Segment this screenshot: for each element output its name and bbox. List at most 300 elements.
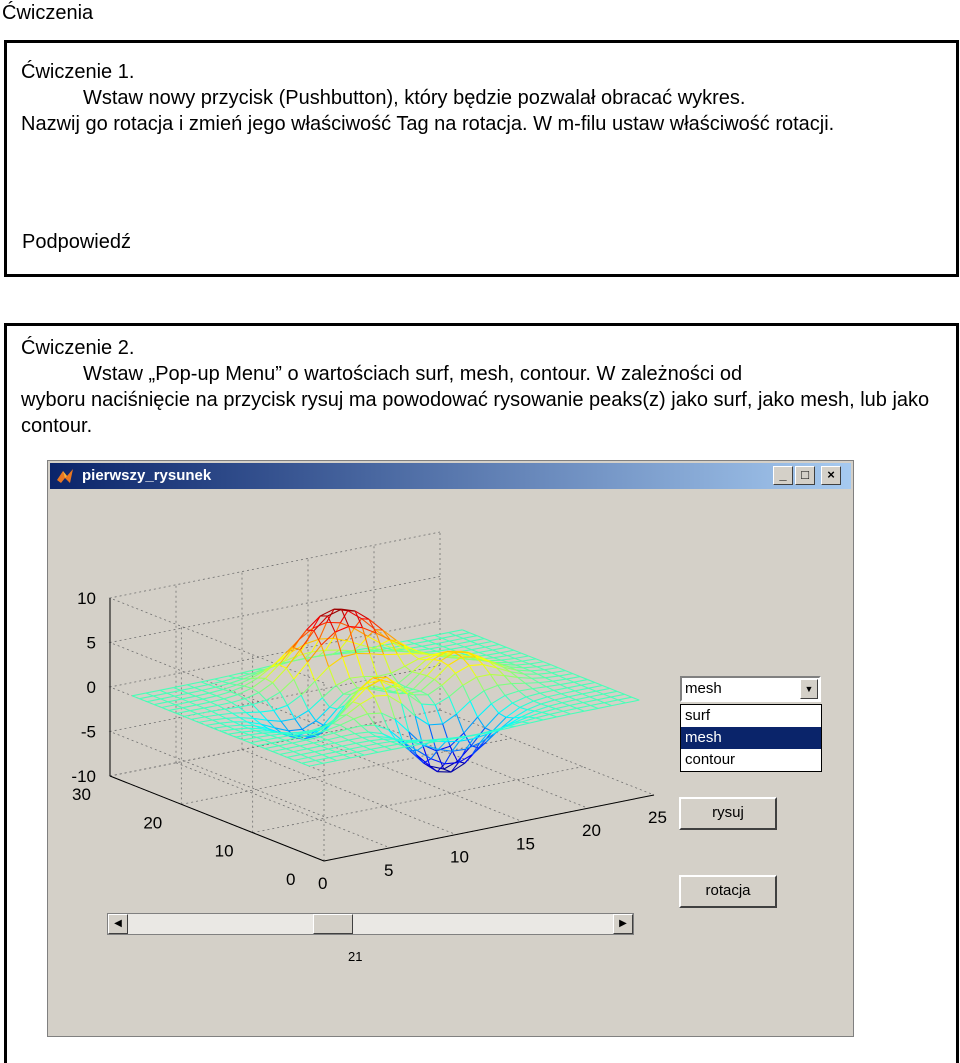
mesh-segment xyxy=(356,653,363,676)
mesh-segment xyxy=(140,699,147,702)
mesh-segment xyxy=(208,685,215,688)
mesh-segment xyxy=(169,710,176,713)
mesh-segment xyxy=(431,759,445,764)
mesh-segment xyxy=(243,737,257,739)
mesh-segment xyxy=(342,657,349,678)
mesh-segment xyxy=(537,665,551,667)
matlab-figure-window xyxy=(47,460,854,1037)
mesh-segment xyxy=(371,749,378,752)
mesh-segment xyxy=(624,694,631,697)
dropdown-arrow-icon[interactable]: ▼ xyxy=(800,679,818,699)
mesh-segment xyxy=(189,702,196,705)
mesh-segment xyxy=(428,695,435,705)
mesh-segment xyxy=(173,688,180,691)
mesh-segment xyxy=(552,671,566,673)
mesh-segment xyxy=(450,647,464,649)
mesh-segment xyxy=(140,696,154,699)
mesh-segment xyxy=(294,679,301,695)
mesh-segment xyxy=(456,635,463,638)
mesh-segment xyxy=(184,716,191,719)
mesh-segment xyxy=(307,746,321,749)
mesh-segment xyxy=(556,706,570,709)
mesh-segment xyxy=(287,695,301,705)
mesh-segment xyxy=(377,744,384,747)
mesh-segment xyxy=(422,704,436,705)
mesh-segment xyxy=(469,666,476,678)
mesh-segment xyxy=(257,737,264,740)
mesh-segment xyxy=(371,747,385,750)
mesh-segment xyxy=(491,695,505,703)
mesh-segment xyxy=(176,711,190,714)
mesh-segment xyxy=(511,684,518,691)
plot-type-options xyxy=(680,704,822,772)
mesh-segment xyxy=(209,693,216,696)
mesh-segment xyxy=(308,758,315,761)
mesh-segment xyxy=(434,665,448,679)
mesh-segment xyxy=(532,678,539,682)
mesh-segment xyxy=(374,696,381,713)
mesh-segment xyxy=(217,696,224,699)
mesh-segment xyxy=(220,723,227,726)
x-tick-label: 5 xyxy=(384,860,394,880)
mesh-segment xyxy=(427,661,441,676)
mesh-segment xyxy=(167,690,181,693)
mesh-segment xyxy=(485,713,499,728)
mesh-segment xyxy=(512,703,519,707)
mesh-segment xyxy=(210,702,217,705)
hint-link[interactable]: Podpowiedź xyxy=(22,231,131,253)
mesh-segment xyxy=(515,656,529,658)
mesh-segment xyxy=(239,705,253,708)
mesh-segment xyxy=(223,685,237,690)
mesh-segment xyxy=(377,742,391,744)
mesh-segment xyxy=(435,633,449,636)
mesh-segment xyxy=(195,688,202,691)
mesh-segment xyxy=(378,750,392,753)
mesh-segment xyxy=(293,752,300,755)
mesh-segment xyxy=(323,761,337,764)
mesh-segment xyxy=(566,679,573,682)
mesh-segment xyxy=(356,743,363,746)
mesh-segment xyxy=(472,650,479,653)
mesh-segment xyxy=(526,693,540,697)
mesh-segment xyxy=(340,719,354,725)
mesh-segment xyxy=(422,704,429,725)
mesh-segment xyxy=(526,697,533,701)
x-tick-label: 15 xyxy=(516,834,535,854)
mesh-segment xyxy=(322,685,336,697)
mesh-segment xyxy=(197,705,204,708)
mesh-segment xyxy=(567,685,581,688)
mesh-segment xyxy=(319,638,333,639)
mesh-segment xyxy=(478,644,485,647)
mesh-segment xyxy=(576,697,590,700)
mesh-segment xyxy=(342,746,349,749)
mesh-segment xyxy=(160,690,167,693)
mesh-segment xyxy=(618,700,625,703)
mesh-segment xyxy=(205,717,212,720)
mesh-segment xyxy=(415,641,429,644)
mesh-segment xyxy=(350,755,364,758)
mesh-segment xyxy=(529,656,536,659)
mesh-segment xyxy=(610,688,617,691)
mesh-segment xyxy=(234,729,241,732)
mesh-segment xyxy=(542,712,549,714)
mesh-segment xyxy=(176,713,183,716)
mesh-segment xyxy=(405,659,419,666)
mesh-segment xyxy=(218,702,232,705)
mesh-segment xyxy=(349,746,363,749)
z-tick-label: 10 xyxy=(77,589,96,608)
mesh-segment xyxy=(336,749,350,752)
exercise-2-text-line1: Wstaw „Pop-up Menu” o wartościach surf, mesh, contour. W zależności od xyxy=(83,363,743,385)
mesh-segment xyxy=(238,695,245,699)
mesh-segment xyxy=(427,676,434,680)
mesh-segment xyxy=(547,697,554,700)
mesh-segment xyxy=(161,696,175,699)
mesh-segment xyxy=(464,717,478,733)
option-mesh[interactable]: mesh xyxy=(681,727,821,749)
mesh-segment xyxy=(204,708,211,711)
mesh-segment xyxy=(553,681,560,684)
mesh-segment xyxy=(231,702,238,707)
mesh-segment xyxy=(617,691,624,694)
mesh-segment xyxy=(514,650,521,653)
mesh-segment xyxy=(505,691,519,695)
mesh-segment xyxy=(250,743,257,746)
mesh-segment xyxy=(484,639,491,642)
mesh-segment xyxy=(341,734,355,737)
mesh-segment xyxy=(428,641,435,644)
mesh-segment xyxy=(421,635,435,638)
mesh-segment xyxy=(132,696,139,699)
mesh-segment xyxy=(329,758,336,761)
maximize-button[interactable]: □ xyxy=(795,466,815,485)
mesh-segment xyxy=(315,752,322,755)
mesh-segment xyxy=(183,708,190,711)
mesh-segment xyxy=(583,700,597,703)
mesh-segment xyxy=(540,690,554,693)
mesh-segment xyxy=(581,685,588,688)
mesh-segment xyxy=(285,740,292,743)
mesh-segment xyxy=(455,673,462,685)
mesh-segment xyxy=(337,758,351,761)
mesh-segment xyxy=(350,677,364,679)
mesh-segment xyxy=(419,659,426,660)
mesh-segment xyxy=(265,749,272,752)
mesh-segment xyxy=(169,708,183,711)
mesh-segment xyxy=(363,746,370,749)
mesh-segment xyxy=(423,651,437,652)
mesh-segment xyxy=(492,642,499,645)
mesh-segment xyxy=(316,707,330,721)
mesh-segment xyxy=(309,711,316,721)
mesh-segment xyxy=(525,683,532,688)
mesh-segment xyxy=(295,719,302,730)
mesh-segment xyxy=(243,740,250,743)
mesh-segment xyxy=(392,747,406,750)
mesh-segment xyxy=(584,708,598,711)
mesh-segment xyxy=(316,760,323,763)
mesh-segment xyxy=(222,678,236,682)
mesh-segment xyxy=(384,747,391,750)
close-button[interactable]: × xyxy=(821,466,841,485)
mesh-segment xyxy=(301,752,315,755)
z-tick-label: -10 xyxy=(71,767,96,786)
mesh-segment xyxy=(333,638,347,640)
mesh-segment xyxy=(435,705,442,724)
mesh-segment xyxy=(335,743,342,746)
mesh-segment xyxy=(173,685,187,688)
mesh-segment xyxy=(288,729,302,730)
mesh-segment xyxy=(202,687,216,690)
mesh-segment xyxy=(314,740,328,743)
mesh-segment xyxy=(259,693,266,701)
mesh-segment xyxy=(435,635,442,638)
mesh-segment xyxy=(478,717,485,728)
mesh-segment xyxy=(280,692,287,705)
mesh-segment xyxy=(211,711,218,714)
mesh-segment xyxy=(549,711,563,714)
mesh-segment xyxy=(146,690,160,693)
mesh-segment xyxy=(449,697,456,714)
minimize-button[interactable]: _ xyxy=(773,466,793,485)
mesh-segment xyxy=(457,644,464,647)
mesh-segment xyxy=(238,688,252,694)
mesh-segment xyxy=(542,709,556,713)
mesh-segment xyxy=(314,743,321,746)
mesh-segment xyxy=(287,757,294,760)
mesh-segment xyxy=(469,665,483,666)
mesh-segment xyxy=(354,714,368,719)
slider-left-arrow-icon[interactable]: ◀ xyxy=(108,914,128,934)
mesh-segment xyxy=(491,704,498,713)
mesh-segment xyxy=(347,726,361,729)
mesh-segment xyxy=(212,720,219,723)
mesh-segment xyxy=(363,744,377,747)
mesh-segment xyxy=(477,636,484,639)
mesh-segment xyxy=(566,677,580,679)
mesh-segment xyxy=(597,697,611,700)
mesh-segment xyxy=(522,659,536,661)
mesh-segment xyxy=(333,724,340,726)
mesh-segment xyxy=(500,650,514,653)
mesh-segment xyxy=(405,666,412,672)
mesh-segment xyxy=(449,685,463,696)
x-tick-label: 0 xyxy=(318,874,328,893)
mesh-segment xyxy=(603,691,617,694)
mesh-segment xyxy=(237,685,244,686)
mesh-segment xyxy=(190,708,204,711)
mesh-segment xyxy=(519,691,526,697)
x-tick-label: 25 xyxy=(648,808,667,827)
mesh-segment xyxy=(557,714,571,717)
mesh-segment xyxy=(292,743,299,746)
mesh-segment xyxy=(581,683,595,686)
mesh-segment xyxy=(536,659,543,662)
mesh-segment xyxy=(274,710,281,721)
mesh-segment xyxy=(543,717,557,720)
mesh-segment xyxy=(212,718,226,720)
mesh-segment xyxy=(199,720,213,722)
mesh-segment xyxy=(198,714,205,717)
mesh-segment xyxy=(577,708,584,711)
mesh-segment xyxy=(329,667,336,686)
option-contour[interactable]: contour xyxy=(685,751,736,768)
mesh-segment xyxy=(589,685,603,688)
mesh-segment xyxy=(225,707,239,709)
mesh-segment xyxy=(361,726,368,732)
option-surf[interactable]: surf xyxy=(685,707,711,724)
mesh-segment xyxy=(334,733,341,736)
mesh-segment xyxy=(451,763,465,772)
mesh-segment xyxy=(369,619,383,630)
mesh-segment xyxy=(197,702,211,705)
mesh-segment xyxy=(449,641,456,644)
mesh-segment xyxy=(569,706,576,709)
mesh-segment xyxy=(493,647,507,650)
mesh-segment xyxy=(215,679,222,681)
slider-right-arrow-icon[interactable]: ▶ xyxy=(613,914,633,934)
mesh-segment xyxy=(449,638,463,641)
mesh-segment xyxy=(242,731,256,732)
mesh-segment xyxy=(183,705,197,708)
mesh-segment xyxy=(568,694,582,697)
mesh-segment xyxy=(499,713,506,717)
mesh-segment xyxy=(258,743,272,746)
mesh-segment xyxy=(499,703,513,713)
mesh-segment xyxy=(577,705,591,708)
mesh-segment xyxy=(596,691,603,694)
mesh-segment xyxy=(294,662,308,679)
mesh-segment xyxy=(441,661,448,666)
mesh-segment xyxy=(429,647,443,649)
mesh-segment xyxy=(561,694,568,697)
mesh-segment xyxy=(543,662,550,665)
mesh-segment xyxy=(527,704,541,710)
mesh-segment xyxy=(221,731,228,734)
mesh-segment xyxy=(258,746,265,749)
mesh-segment xyxy=(132,693,146,696)
mesh-segment xyxy=(357,749,371,752)
mesh-segment xyxy=(329,755,343,758)
mesh-segment xyxy=(196,693,210,696)
mesh-segment xyxy=(328,749,335,752)
mesh-plot[interactable] xyxy=(48,461,688,901)
mesh-segment xyxy=(604,700,618,703)
mesh-segment xyxy=(216,687,223,689)
mesh-segment xyxy=(309,763,323,766)
mesh-segment xyxy=(206,725,213,728)
mesh-segment xyxy=(477,677,484,691)
mesh-segment xyxy=(442,638,449,641)
mesh-segment xyxy=(353,702,360,704)
mesh-segment xyxy=(234,728,248,729)
mesh-segment xyxy=(167,693,174,696)
mesh-segment xyxy=(478,642,492,645)
mesh-segment xyxy=(146,693,153,696)
mesh-segment xyxy=(302,760,316,763)
mesh-segment xyxy=(500,653,507,656)
mesh-segment xyxy=(278,738,285,741)
rotacja-button[interactable]: rotacja xyxy=(679,875,777,908)
mesh-segment xyxy=(546,687,553,691)
mesh-segment xyxy=(187,682,201,685)
mesh-segment xyxy=(530,662,544,664)
mesh-segment xyxy=(370,654,384,655)
mesh-segment xyxy=(249,733,263,735)
mesh-segment xyxy=(181,690,188,693)
mesh-segment xyxy=(442,685,449,696)
mesh-segment xyxy=(196,696,203,699)
mesh-segment xyxy=(348,740,355,743)
rotation-slider[interactable] xyxy=(107,913,634,935)
mesh-segment xyxy=(508,661,522,662)
mesh-segment xyxy=(520,701,534,707)
mesh-segment xyxy=(547,694,561,697)
mesh-segment xyxy=(349,749,356,752)
mesh-segment xyxy=(272,751,279,754)
mesh-segment xyxy=(228,734,235,737)
mesh-segment xyxy=(161,699,168,702)
slider-thumb[interactable] xyxy=(313,914,353,934)
mesh-segment xyxy=(328,609,342,616)
mesh-segment xyxy=(538,674,545,677)
mesh-segment xyxy=(494,656,508,658)
mesh-segment xyxy=(463,677,477,685)
y-tick-label: 30 xyxy=(72,785,91,804)
mesh-segment xyxy=(329,657,343,667)
mesh-segment xyxy=(206,723,220,725)
mesh-segment xyxy=(279,665,286,669)
mesh-segment xyxy=(573,674,580,677)
mesh-segment xyxy=(253,705,260,713)
mesh-segment xyxy=(384,655,391,674)
mesh-segment xyxy=(279,743,293,746)
mesh-segment xyxy=(529,720,543,723)
mesh-segment xyxy=(226,718,233,722)
rysuj-button[interactable]: rysuj xyxy=(679,797,777,830)
mesh-segment xyxy=(490,674,497,685)
mesh-segment xyxy=(554,688,568,691)
mesh-segment xyxy=(195,685,209,688)
plot-type-popup[interactable] xyxy=(680,676,821,702)
mesh-segment xyxy=(612,703,626,706)
mesh-segment xyxy=(470,701,477,717)
mesh-segment xyxy=(533,687,547,689)
mesh-segment xyxy=(271,743,278,746)
mesh-segment xyxy=(434,679,441,685)
mesh-segment xyxy=(498,685,505,695)
mesh-segment xyxy=(208,681,222,684)
mesh-segment xyxy=(362,736,376,737)
mesh-segment xyxy=(347,729,354,733)
mesh-segment xyxy=(506,717,513,718)
mesh-segment xyxy=(341,737,348,740)
mesh-segment xyxy=(336,678,350,685)
mesh-segment xyxy=(265,746,279,749)
mesh-segment xyxy=(191,719,198,722)
mesh-segment xyxy=(322,752,336,755)
mesh-segment xyxy=(270,734,284,736)
mesh-segment xyxy=(541,704,548,706)
mesh-segment xyxy=(540,693,547,697)
mesh-segment xyxy=(258,678,265,679)
grid-line xyxy=(176,763,390,848)
mesh-segment xyxy=(452,749,466,751)
mesh-segment xyxy=(368,713,382,714)
mesh-segment xyxy=(322,755,329,758)
